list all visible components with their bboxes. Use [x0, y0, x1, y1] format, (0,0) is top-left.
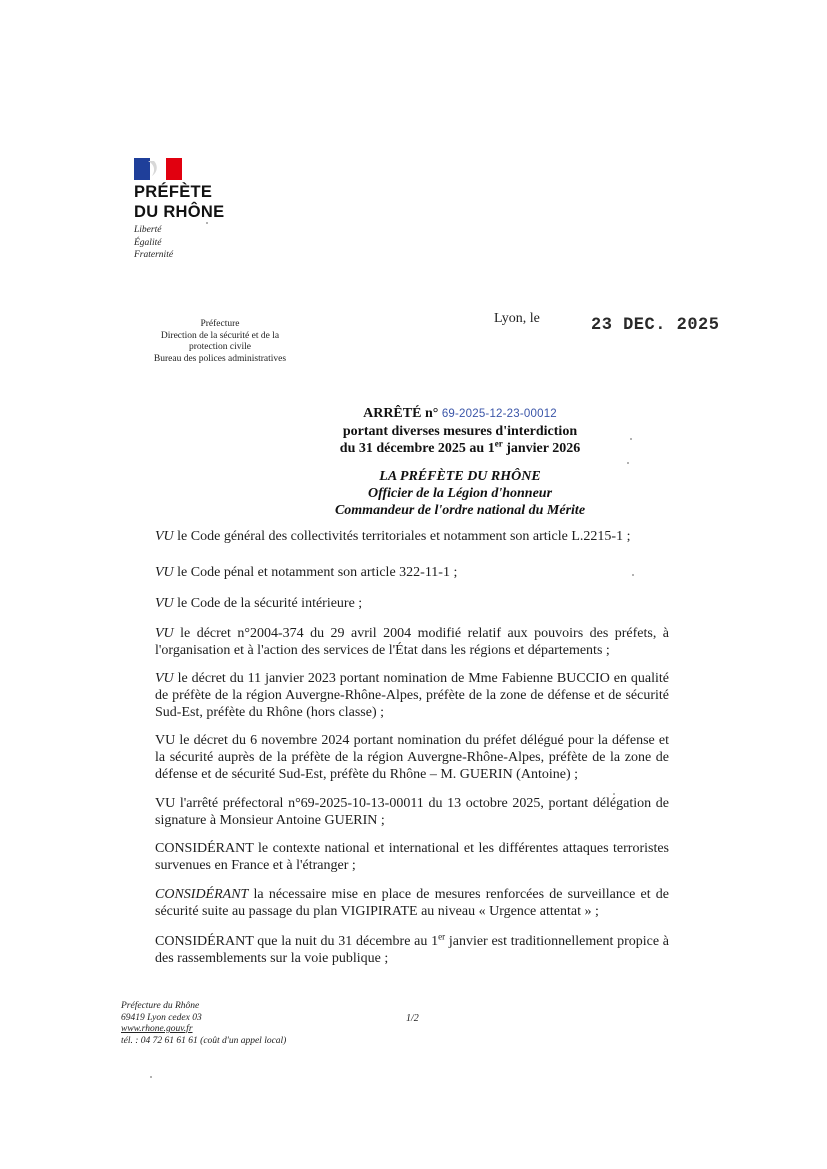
scan-speck: [206, 222, 208, 224]
service-line: Bureau des polices administratives: [153, 353, 287, 364]
recital-keyword: VU: [155, 733, 176, 748]
decree-title-line-3: du 31 décembre 2025 au 1er janvier 2026: [339, 438, 581, 456]
recital-text: la nécessaire mise en place de mesures renforcées de surveillance et de sécurité suite au passage du plan VIGIPIRATE au niveau « Urgence attentat » ;: [155, 887, 669, 919]
republic-motto: [134, 224, 173, 262]
scan-speck: [630, 438, 632, 440]
signing-authority: [300, 468, 620, 519]
scan-speck: [627, 462, 629, 464]
recital-paragraph: [155, 840, 669, 874]
footer-name: Préfecture du Rhône: [121, 1001, 200, 1011]
footer-phone: tél. : 04 72 61 61 61 (coût d'un appel local): [121, 1035, 287, 1046]
recital-paragraph: [155, 670, 669, 721]
service-line: Direction de la sécurité et de la: [160, 330, 280, 341]
decree-label: ARRÊTÉ n°: [363, 406, 439, 421]
recital-paragraph: [155, 625, 669, 659]
recital-paragraph: [155, 732, 669, 783]
footer-website-link[interactable]: www.rhone.gouv.fr: [121, 1024, 193, 1034]
recital-text: le décret du 11 janvier 2023 portant nomination de Mme Fabienne BUCCIO en qualité de préfète de la région Auvergne-Rhône-Alpes, préfète de la zone de défense et de sécurité Sud-Est, préfète du Rhône (hors classe) ;: [155, 671, 669, 720]
date-stamp: 23 DEC. 2025: [591, 315, 720, 336]
authority-line-2: Officier de la Légion d'honneur: [367, 486, 553, 501]
recital-paragraph: [155, 886, 669, 920]
recital-text: le contexte national et international et les différentes attaques terroristes survenues en France et à l'étranger ;: [155, 841, 669, 873]
recital-keyword: CONSIDÉRANT: [155, 887, 249, 902]
scan-speck: [632, 574, 634, 576]
footer-contact: [121, 1001, 286, 1047]
scan-speck: [613, 793, 615, 795]
recital-keyword: VU: [155, 796, 176, 811]
recital-keyword: CONSIDÉRANT: [155, 841, 254, 856]
service-line: Préfecture: [200, 319, 240, 329]
decree-number: 69-2025-12-23-00012: [441, 408, 557, 420]
recital-paragraph: [155, 595, 669, 612]
recital-paragraph: [155, 795, 669, 829]
recital-keyword: VU: [155, 596, 174, 611]
recital-paragraph: CONSIDÉRANT que la nuit du 31 décembre au 1er janvier est traditionnellement propice à des rassemblements sur la voie publique ;: [155, 931, 670, 966]
footer-address: 69419 Lyon cedex 03: [121, 1012, 202, 1023]
recital-paragraph: [155, 564, 669, 581]
recital-keyword: VU: [155, 626, 174, 641]
recital-keyword: VU: [155, 671, 174, 686]
service-line: protection civile: [189, 342, 251, 352]
recital-text: le décret du 6 novembre 2024 portant nomination du préfet délégué pour la défense et la sécurité auprès de la préfète de la région Auvergne-Rhône-Alpes, préfète de la zone de défense et de sécurité Sud-Est, préfète du Rhône – M. GUERIN (Antoine) ;: [155, 733, 669, 782]
authority-line-1: LA PRÉFÈTE DU RHÔNE: [379, 469, 541, 484]
recital-keyword: VU: [155, 529, 174, 544]
motto-egalite: Égalité: [134, 237, 162, 248]
motto-fraternite: Fraternité: [134, 250, 174, 260]
recital-text: le décret n°2004-374 du 29 avril 2004 modifié relatif aux pouvoirs des préfets, à l'organisation et à l'action des services de l'État dans les régions et départements ;: [155, 626, 669, 658]
decree-title-line-1: [300, 405, 620, 423]
prefecture-logo-title: [134, 182, 274, 222]
issuing-service: [120, 319, 320, 365]
recital-text: le Code général des collectivités territoriales et notamment son article L.2215-1 ;: [173, 529, 631, 544]
motto-liberte: Liberté: [134, 225, 162, 235]
logo-line-2: DU RHÔNE: [134, 203, 225, 221]
place-date-prefix: Lyon, le: [494, 311, 540, 326]
decree-title-line-2: portant diverses mesures d'interdiction: [342, 424, 578, 439]
recital-keyword: VU: [155, 565, 174, 580]
recital-text: le Code pénal et notamment son article 322-11-1 ;: [173, 565, 458, 580]
authority-line-3: Commandeur de l'ordre national du Mérite: [334, 503, 586, 518]
page-number: 1/2: [406, 1013, 419, 1024]
recital-text: le Code de la sécurité intérieure ;: [173, 596, 363, 611]
marianne-flag-logo: [134, 158, 182, 180]
scan-speck: [150, 1076, 152, 1078]
recital-keyword: CONSIDÉRANT: [155, 934, 254, 949]
logo-line-1: PRÉFÈTE: [134, 183, 213, 201]
recital-paragraph: [155, 528, 669, 545]
decree-title: [300, 405, 620, 457]
recital-text: l'arrêté préfectoral n°69-2025-10-13-00011 du 13 octobre 2025, portant délégation de signature à Monsieur Antoine GUERIN ;: [155, 796, 669, 828]
